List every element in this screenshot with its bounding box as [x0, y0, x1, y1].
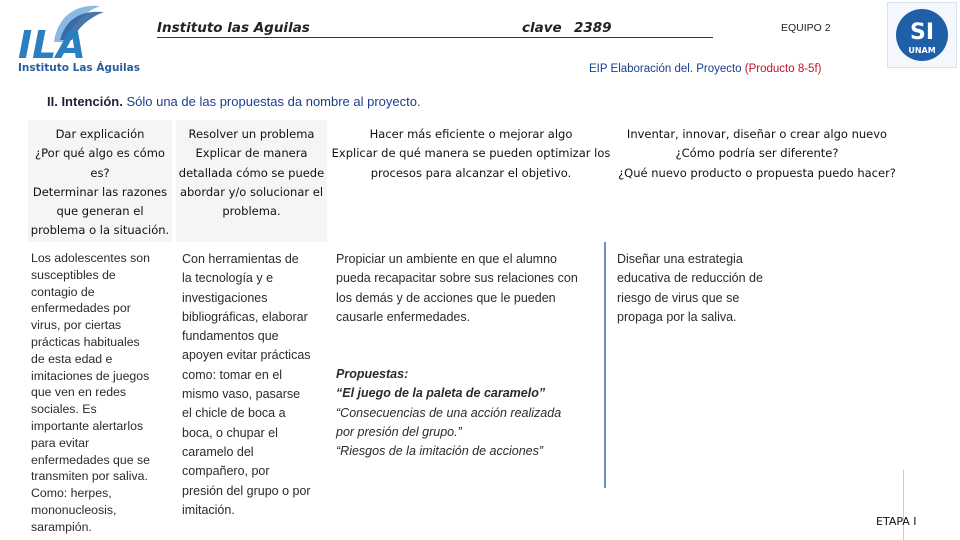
header-underline [157, 37, 713, 38]
header-cell-improve [331, 120, 611, 242]
header-line: Dar explicación [55, 127, 145, 141]
proposal-item: “Consecuencias de una acción realizada [336, 405, 562, 420]
header-line: procesos para alcanzar el objetivo. [370, 165, 572, 180]
body-line: para evitar [31, 435, 90, 450]
header-line: problema. [222, 204, 281, 219]
header-line: Resolver un problema [188, 127, 315, 141]
header-line: Determinar las razones [32, 184, 168, 199]
body-line: educativa de reducción de [617, 271, 763, 286]
section-heading [47, 94, 421, 109]
body-line: la tecnología y e [182, 271, 274, 286]
header-line: detallada cómo se puede [178, 165, 325, 180]
body-line: de esta edad e [31, 351, 113, 366]
header-cell-innovate [611, 120, 903, 242]
header-line: ¿Qué nuevo producto o propuesta puedo hacer? [618, 165, 896, 180]
proposals-title: Propuestas: [336, 367, 409, 382]
body-line: prácticas habituales [31, 334, 140, 349]
body-line: fundamentos que [182, 329, 279, 344]
header-cell-explain [28, 120, 174, 242]
body-line: compañero, por [182, 464, 270, 479]
body-line: contagio de [31, 284, 95, 299]
footer-rule [903, 470, 904, 540]
body-cell-improve [333, 248, 611, 540]
body-line: el chicle de boca a [182, 406, 286, 421]
section-text: Sólo una de las propuestas da nombre al proyecto. [126, 94, 421, 109]
si-logo-letters: SI [909, 20, 935, 45]
body-line: investigaciones [182, 290, 268, 305]
body-line: Los adolescentes son [31, 251, 150, 265]
header-line: Hacer más eficiente o mejorar algo [369, 127, 573, 141]
body-line: los demás y de acciones que le pueden [336, 290, 556, 305]
body-line: Con herramientas de [182, 252, 299, 266]
clave-label: clave [522, 20, 562, 36]
body-line: enfermedades que se [31, 452, 150, 467]
header-line: Explicar de qué manera se pueden optimizar los [331, 146, 611, 161]
proposal-item: “El juego de la paleta de caramelo” [336, 386, 546, 401]
ila-logo-letters: ILA [18, 23, 86, 67]
ila-logo-caption: Instituto Las Águilas [18, 62, 140, 74]
header-line: ¿Por qué algo es cómo [35, 146, 165, 161]
proposal-item: “Riesgos de la imitación de acciones” [336, 444, 544, 459]
body-line: riesgo de virus que se [617, 290, 740, 305]
body-line: sociales. Es [31, 402, 97, 417]
section-number: II. Intención. [47, 94, 123, 109]
body-line: bibliográficas, elaborar [182, 309, 308, 324]
si-unam-logo [887, 2, 957, 68]
body-line: caramelo del [182, 444, 254, 459]
body-line: que ven en redes [31, 385, 127, 400]
body-line: causarle enfermedades. [336, 309, 471, 324]
body-line: enfermedades por [31, 301, 131, 316]
body-line: Como: herpes, [31, 486, 112, 501]
subtitle-main: EIP Elaboración del. Proyecto [589, 63, 742, 75]
body-line: mismo vaso, pasarse [182, 387, 301, 402]
header-line: abordar y/o solucionar el [179, 184, 324, 199]
body-line: pueda recapacitar sobre sus relaciones con [336, 271, 578, 286]
clave-value: 2389 [574, 20, 612, 36]
body-line: susceptibles de [31, 267, 116, 282]
intention-table [28, 120, 903, 540]
header-cell-solve [176, 120, 329, 242]
body-line: propaga por la saliva. [617, 309, 737, 324]
body-line: boca, o chupar el [182, 425, 278, 440]
body-line: apoyen evitar prácticas [182, 348, 311, 363]
body-line: transmiten por saliva. [31, 469, 148, 484]
body-spacer [336, 327, 611, 365]
subtitle [589, 63, 821, 75]
header-line: Explicar de manera [195, 146, 308, 161]
header-line: ¿Cómo podría ser diferente? [675, 146, 839, 161]
stage-label: ETAPA I [876, 515, 917, 528]
institution-name: Instituto las Aguilas [157, 20, 310, 36]
body-line: imitaciones de juegos [31, 368, 150, 383]
body-line: imitación. [182, 502, 235, 517]
body-cell-innovate [614, 248, 903, 448]
header-line: Inventar, innovar, diseñar o crear algo nuevo [626, 127, 888, 141]
subtitle-product: (Producto 8-5f) [744, 63, 822, 75]
body-line: importante alertarlos [31, 418, 144, 433]
body-line: Propiciar un ambiente en que el alumno [336, 252, 557, 266]
body-line: como: tomar en el [182, 367, 283, 382]
proposal-item: por presión del grupo.” [336, 425, 462, 440]
body-line: sarampión. [31, 519, 92, 534]
body-cell-explain [28, 248, 174, 540]
header-line: problema o la situación. [30, 223, 170, 238]
body-cell-solve [179, 248, 331, 540]
body-line: Diseñar una estrategia [617, 252, 743, 266]
body-line: virus, por ciertas [31, 318, 122, 333]
body-line: presión del grupo o por [182, 483, 311, 498]
si-logo-sub: UNAM [908, 46, 936, 55]
header-line: que generan el [56, 204, 144, 219]
header-line: es? [90, 165, 110, 180]
body-line: mononucleosis, [31, 502, 117, 517]
team-label: EQUIPO 2 [781, 22, 831, 34]
